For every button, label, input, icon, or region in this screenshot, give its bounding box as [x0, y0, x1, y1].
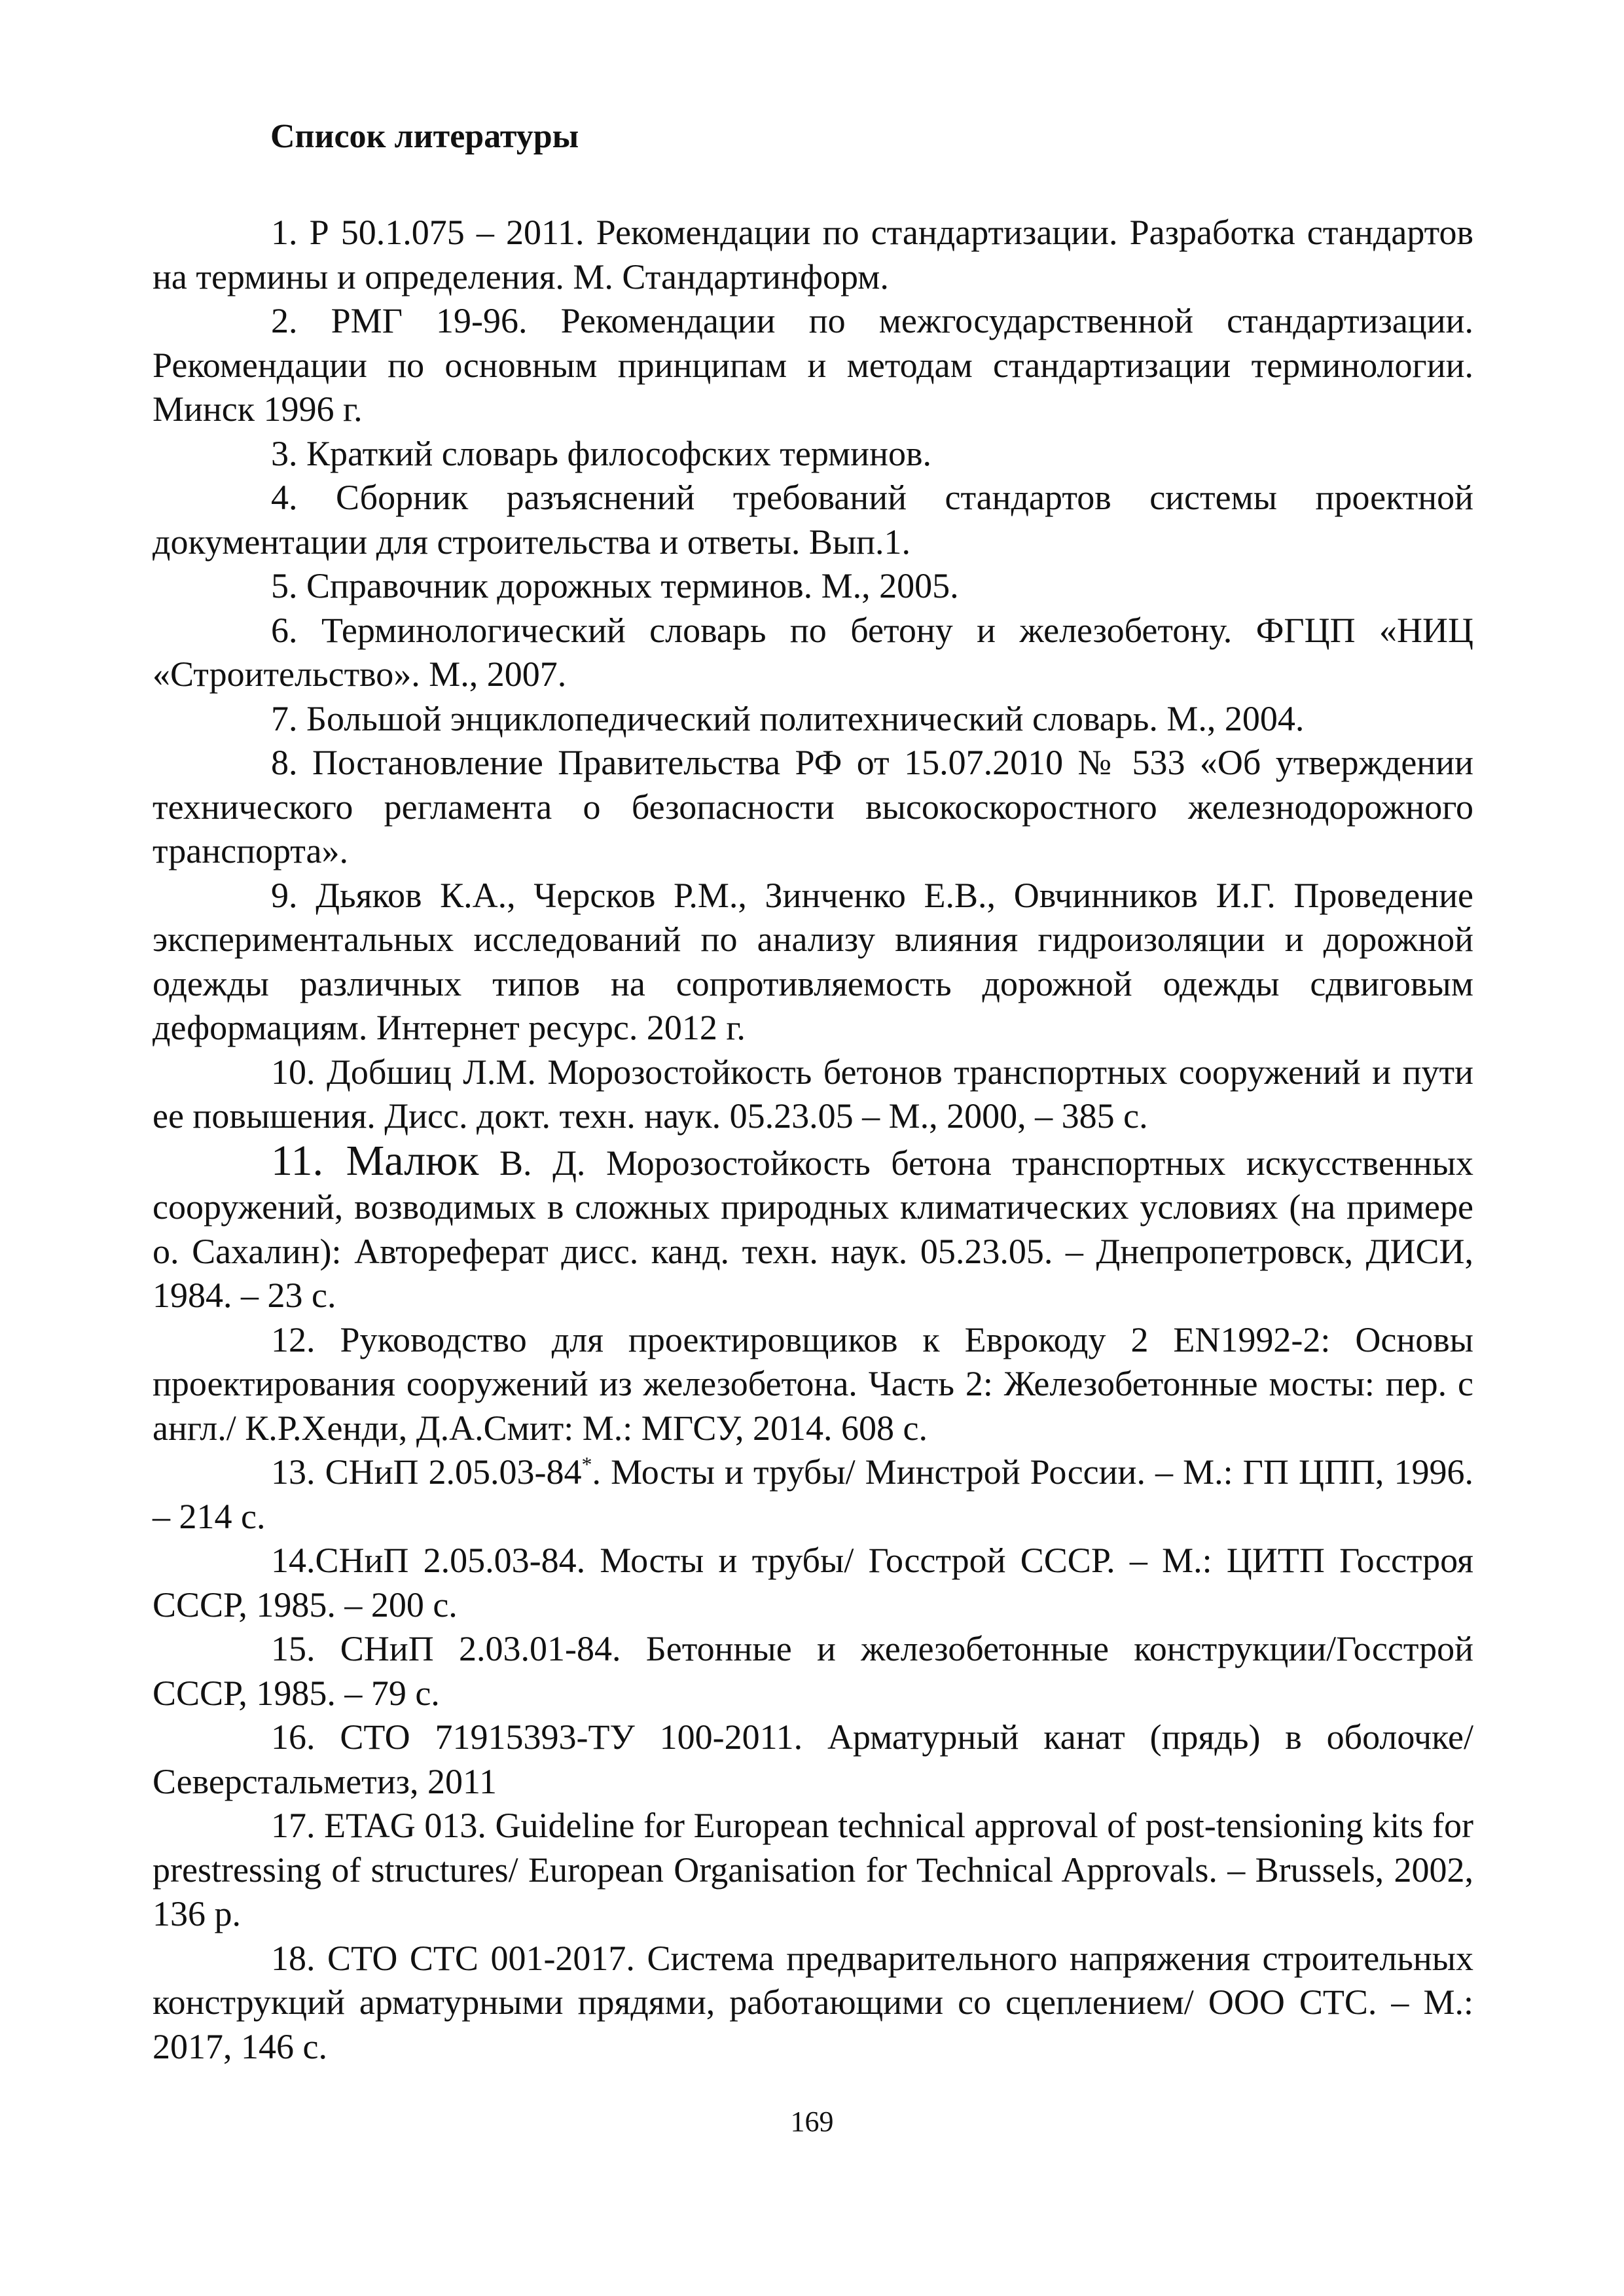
reference-text: Постановление Правительства РФ от 15.07.2010 № 533 «Об утверждении технического регламента о безопасности высокоскоростного железнодорожного транспорта». [153, 743, 1473, 870]
reference-number: 18. [271, 1938, 316, 1978]
reference-number: 12. [271, 1319, 316, 1359]
reference-item [153, 432, 1473, 476]
reference-text-start: СНиП 2.05.03-84 [325, 1452, 582, 1492]
reference-text: РМГ 19-96. Рекомендации по межгосударственной стандартизации. Рекомендации по основным принципам и методам стандартизации терминологии. Минск 1996 г. [153, 301, 1473, 429]
reference-number: 11. Малюк [271, 1136, 479, 1185]
reference-item [153, 1715, 1473, 1804]
reference-text: Сборник разъяснений требований стандартов системы проектной документации для строительства и ответы. Вып.1. [153, 478, 1473, 562]
reference-text: Терминологический словарь по бетону и железобетону. ФГЦП «НИЦ «Строительство». М., 2007. [153, 610, 1473, 694]
reference-number: 5. [271, 566, 298, 605]
reference-text: Краткий словарь философских терминов. [306, 433, 931, 473]
reference-number: 14. [271, 1541, 316, 1580]
page-number: 169 [790, 2106, 834, 2138]
reference-text: Справочник дорожных терминов. М., 2005. [306, 566, 959, 605]
reference-number: 8. [271, 743, 298, 782]
reference-text: СНиП 2.03.01-84. Бетонные и железобетонные конструкции/Госстрой СССР, 1985. – 79 с. [153, 1629, 1474, 1713]
reference-item [153, 1050, 1473, 1139]
reference-number: 3. [271, 433, 298, 473]
reference-number: 16. [271, 1717, 316, 1757]
reference-list [153, 211, 1473, 2069]
reference-item [153, 1318, 1473, 1451]
reference-number: 13. [271, 1452, 316, 1492]
reference-text: Дьяков К.А., Черсков Р.М., Зинченко Е.В., Овчинников И.Г. Проведение экспериментальных исследований по анализу влияния гидроизоляции и дорожной одежды различных типов на сопротивляемость дорожной одежды сдвиговым деформациям. Интернет ресурс. 2012 г. [153, 875, 1474, 1047]
reference-text: . Мосты и трубы/ Минстрой России. – М.: ГП ЦПП, 1996. – 214 с. [153, 1452, 1474, 1536]
reference-item [153, 1136, 1474, 1318]
reference-item [153, 741, 1473, 874]
reference-item [153, 564, 1473, 609]
reference-number: 9. [271, 875, 298, 915]
asterisk-superscript: * [581, 1452, 592, 1476]
reference-text: СТО 71915393-ТУ 100-2011. Арматурный канат (прядь) в оболочке/ Северстальметиз, 2011 [153, 1717, 1474, 1801]
reference-number: 17. [271, 1806, 316, 1845]
reference-number: 2. [271, 301, 298, 340]
reference-number: 7. [271, 698, 298, 738]
reference-item [153, 299, 1473, 432]
reference-text: ETAG 013. Guideline for European technical approval of post-tensioning kits for prestressing of structures/ European Organisation for Technical Approvals. – Brussels, 2002, 136 p. [153, 1806, 1473, 1933]
reference-number: 10. [271, 1052, 316, 1092]
reference-item [153, 1804, 1473, 1937]
reference-number: 1. [271, 213, 298, 252]
reference-number: 4. [271, 478, 298, 517]
reference-item [153, 211, 1473, 299]
reference-text: СТО СТС 001-2017. Система предварительного напряжения строительных конструкций арматурными прядями, работающими со сцеплением/ ООО СТС. – М.: 2017, 146 с. [153, 1938, 1473, 2066]
reference-number: 6. [271, 610, 298, 650]
reference-item [153, 697, 1473, 742]
reference-item [153, 609, 1473, 697]
reference-text: Руководство для проектировщиков к Еврокоду 2 EN1992-2: Основы проектирования сооружений из железобетона. Часть 2: Железобетонные мосты: пер. с англ./ К.Р.Хенди, Д.А.Смит: М.: МГСУ, 2014. 608 с. [153, 1319, 1474, 1448]
reference-text: Большой энциклопедический политехнический словарь. М., 2004. [306, 698, 1305, 738]
reference-item [153, 874, 1473, 1050]
reference-item [153, 476, 1473, 564]
reference-text: Р 50.1.075 – 2011. Рекомендации по стандартизации. Разработка стандартов на термины и определения. М. Стандартинформ. [153, 213, 1474, 296]
reference-text: В. Д. Морозостойкость бетона транспортных искусственных сооружений, возводимых в сложных природных климатических условиях (на примере о. Сахалин): Автореферат дисс. канд. техн. наук. 05.23.05. – Днепропетровск, ДИСИ, 1984. – 23 с. [153, 1143, 1474, 1315]
reference-text: Добшиц Л.М. Морозостойкость бетонов транспортных сооружений и пути ее повышения. Дисс. докт. техн. наук. 05.23.05 – М., 2000, – 385 с. [153, 1052, 1474, 1136]
reference-item [153, 1450, 1473, 1539]
reference-text: СНиП 2.05.03-84. Мосты и трубы/ Госстрой СССР. – М.: ЦИТП Госстроя СССР, 1985. – 200 с. [153, 1541, 1473, 1624]
reference-item [153, 1539, 1473, 1627]
page-title: Список литературы [270, 118, 579, 155]
reference-item [153, 1937, 1473, 2070]
reference-number: 15. [271, 1629, 316, 1668]
reference-item [153, 1627, 1473, 1715]
